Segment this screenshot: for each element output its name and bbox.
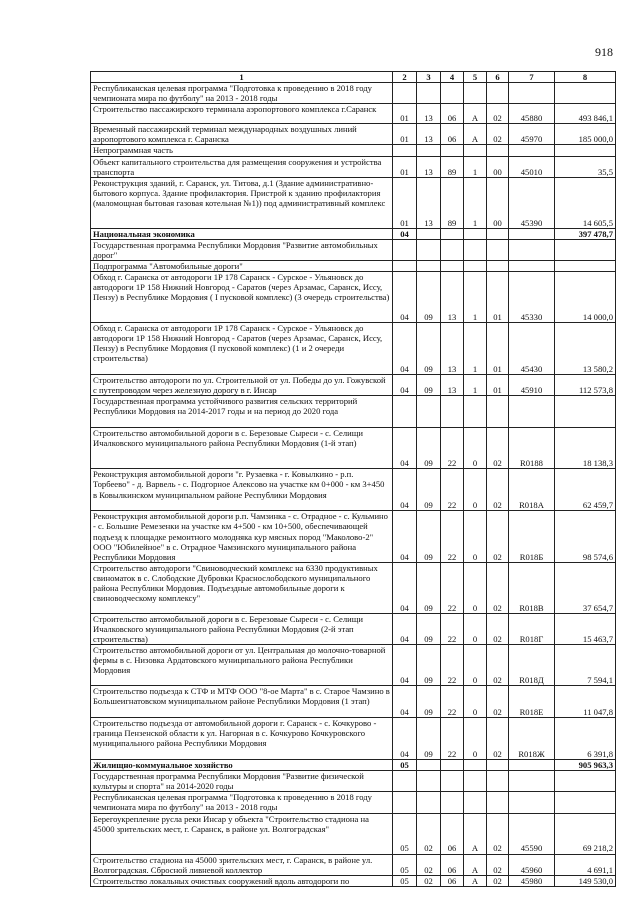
section-code: 04 [393,686,417,718]
expense-code [509,261,555,272]
table-row [91,124,616,145]
table-row [91,645,616,686]
program-code [441,760,464,771]
program-code: 13 [441,375,464,396]
section-code: 01 [393,177,417,228]
row-description: Строительство автодороги "Свиноводческий комплекс на 6330 продуктивных свиноматок в с. Слободские Дубровки Краснослободского муниципального района Республики Мордовия. Подъездные автомобильные дороги к свиноводческому комплексу" [91,562,393,613]
row-description: Строительство автомобильной дороги в с. Березовые Сыреси - с. Селищи Ичалковского муниципального района Республики Мордовия (1-й этап) [91,428,393,469]
expense-code: R0188 [509,428,555,469]
section-code: 04 [393,718,417,760]
program-code: 06 [441,875,464,886]
section-code: 01 [393,156,417,177]
section-code: 04 [393,428,417,469]
header-cell: 6 [487,72,509,83]
row-description: Объект капитального строительства для размещения сооружения и устройства транспорта [91,156,393,177]
table-row [91,813,616,854]
table-row [91,792,616,813]
expense-code: 45430 [509,323,555,375]
subsection-code [417,239,441,260]
section-code: 04 [393,272,417,323]
subprogram-code: А [464,124,487,145]
program-code: 89 [441,177,464,228]
direction-code: 02 [487,562,509,613]
direction-code: 02 [487,718,509,760]
expense-code: 45910 [509,375,555,396]
program-code: 22 [441,686,464,718]
subsection-code: 13 [417,177,441,228]
table-row [91,261,616,272]
subprogram-code: 1 [464,375,487,396]
row-description: Республиканская целевая программа "Подготовка к проведению в 2018 году чемпионата мира по футболу" на 2013 - 2018 годы [91,792,393,813]
subprogram-code: 1 [464,323,487,375]
program-code: 22 [441,613,464,644]
amount-value: 13 580,2 [555,323,616,375]
section-code: 05 [393,813,417,854]
program-code [441,261,464,272]
program-code [441,396,464,428]
program-code: 06 [441,854,464,875]
direction-code: 02 [487,613,509,644]
expense-code [509,83,555,104]
table-row [91,177,616,228]
expense-code: R018Ж [509,718,555,760]
section-code [393,239,417,260]
expense-code [509,760,555,771]
table-row [91,239,616,260]
expense-code [509,145,555,156]
subprogram-code: 0 [464,686,487,718]
expense-code: 45390 [509,177,555,228]
subprogram-code [464,83,487,104]
section-code: 04 [393,323,417,375]
program-code: 22 [441,511,464,562]
subsection-code [417,228,441,239]
row-description: Жилищно-коммунальное хозяйство [91,760,393,771]
amount-value: 149 530,0 [555,875,616,886]
section-code [393,396,417,428]
amount-value: 98 574,6 [555,511,616,562]
section-code: 05 [393,760,417,771]
subsection-code: 09 [417,718,441,760]
amount-value: 14 000,0 [555,272,616,323]
section-code: 04 [393,613,417,644]
row-description: Берегоукрепление русла реки Инсар у объекта "Строительство стадиона на 45000 зрительских мест, г. Саранск, в районе ул. Волгоградская" [91,813,393,854]
row-description: Обход г. Саранска от автодороги 1Р 178 Саранск - Сурское - Ульяновск до автодороги 1Р 158 Нижний Новгород - Саратов (через Арзамас, Саранск, Иссу, Пензу) в Республике Мордовия (I пусковой комплекс) (1 и 2 очереди строительства) [91,323,393,375]
direction-code: 02 [487,124,509,145]
program-code [441,228,464,239]
table-row [91,228,616,239]
section-code: 04 [393,511,417,562]
subprogram-code [464,792,487,813]
section-code [393,261,417,272]
header-cell: 3 [417,72,441,83]
expense-code: 45960 [509,854,555,875]
row-description: Строительство стадиона на 45000 зрительских мест, г. Саранск, в районе ул. Волгоградская. Сбросной ливневой коллектор [91,854,393,875]
section-code: 04 [393,469,417,511]
row-description: Строительство автодороги по ул. Строительной от ул. Победы до ул. Гожувской с путепроводом через железную дорогу в г. Инсар [91,375,393,396]
expense-code: R018Б [509,511,555,562]
subsection-code: 09 [417,686,441,718]
amount-value: 11 047,8 [555,686,616,718]
subsection-code: 13 [417,104,441,124]
direction-code: 02 [487,686,509,718]
direction-code [487,261,509,272]
header-cell: 7 [509,72,555,83]
subsection-code: 09 [417,645,441,686]
subsection-code: 09 [417,562,441,613]
direction-code: 02 [487,469,509,511]
subsection-code: 02 [417,875,441,886]
direction-code: 02 [487,511,509,562]
section-code: 01 [393,104,417,124]
program-code: 22 [441,562,464,613]
direction-code [487,760,509,771]
section-code [393,83,417,104]
table-row [91,686,616,718]
subprogram-code: 1 [464,177,487,228]
expense-code: R018В [509,562,555,613]
subprogram-code: 0 [464,511,487,562]
table-row [91,83,616,104]
program-code: 22 [441,718,464,760]
table-row [91,760,616,771]
program-code: 06 [441,124,464,145]
expense-code [509,396,555,428]
amount-value: 18 138,3 [555,428,616,469]
subsection-code: 09 [417,511,441,562]
amount-value: 397 478,7 [555,228,616,239]
table-row [91,613,616,644]
amount-value: 37 654,7 [555,562,616,613]
expense-code: 45980 [509,875,555,886]
section-code: 04 [393,562,417,613]
amount-value: 15 463,7 [555,613,616,644]
subsection-code: 09 [417,613,441,644]
table-row [91,562,616,613]
subprogram-code: А [464,104,487,124]
expense-code: 45970 [509,124,555,145]
row-description: Строительство подъезда к СТФ и МТФ ООО "8-ое Марта" в с. Старое Чамзино в Большеигнатовском муниципальном районе Республики Мордовия (1 этап) [91,686,393,718]
subsection-code: 02 [417,813,441,854]
subprogram-code: 1 [464,272,487,323]
expense-code: 45010 [509,156,555,177]
expense-code: 45880 [509,104,555,124]
row-description: Обход г. Саранска от автодороги 1Р 178 Саранск - Сурское - Ульяновск до автодороги 1Р 158 Нижний Новгород - Саратов (через Арзамас, Саранск, Иссу, Пензу) в Республике Мордовия ( I пусковой комплекс) (3 очередь строительства) [91,272,393,323]
subprogram-code [464,145,487,156]
section-code [393,771,417,792]
program-code: 06 [441,104,464,124]
expense-code: 45330 [509,272,555,323]
expense-code: R018Д [509,645,555,686]
section-code: 04 [393,645,417,686]
row-description: Национальная экономика [91,228,393,239]
subprogram-code: 0 [464,428,487,469]
program-code [441,239,464,260]
row-description: Республиканская целевая программа "Подготовка к проведению в 2018 году чемпионата мира по футболу" на 2013 - 2018 годы [91,83,393,104]
direction-code [487,145,509,156]
subprogram-code: А [464,875,487,886]
header-row [91,72,616,83]
program-code: 22 [441,428,464,469]
subsection-code: 13 [417,124,441,145]
subsection-code: 09 [417,428,441,469]
direction-code [487,792,509,813]
subprogram-code: А [464,813,487,854]
direction-code: 02 [487,875,509,886]
expense-code: R018А [509,469,555,511]
direction-code [487,239,509,260]
budget-table [90,71,616,887]
row-description: Реконструкция автомобильной дороги р.п. Чамзинка - с. Отрадное - с. Кульмино - с. Большие Ремезенки на участке км 4+500 - км 10+500, обеспечивающей подъезд к площадке ремонтного молодняка кур мясных пород "Маколово-2" ООО "Юбилейное" в с. Отрадное Чамзинского муниципального района Республики Мордовия [91,511,393,562]
table-row [91,875,616,886]
amount-value: 69 218,2 [555,813,616,854]
amount-value [555,261,616,272]
page-number: 918 [595,45,613,59]
subprogram-code [464,396,487,428]
program-code: 22 [441,645,464,686]
subsection-code [417,771,441,792]
program-code: 06 [441,813,464,854]
subprogram-code: 0 [464,645,487,686]
section-code: 04 [393,228,417,239]
direction-code [487,228,509,239]
direction-code: 01 [487,272,509,323]
table-body [91,72,616,887]
amount-value: 14 605,5 [555,177,616,228]
expense-code [509,228,555,239]
subsection-code [417,83,441,104]
subprogram-code [464,239,487,260]
table-row [91,375,616,396]
expense-code: R018Г [509,613,555,644]
amount-value [555,145,616,156]
header-cell: 2 [393,72,417,83]
table-row [91,156,616,177]
direction-code: 02 [487,813,509,854]
header-cell: 4 [441,72,464,83]
direction-code: 02 [487,645,509,686]
table-row [91,396,616,428]
amount-value: 35,5 [555,156,616,177]
header-cell: 1 [91,72,393,83]
subsection-code: 02 [417,854,441,875]
subprogram-code [464,760,487,771]
subsection-code [417,396,441,428]
program-code: 89 [441,156,464,177]
direction-code [487,396,509,428]
expense-code [509,771,555,792]
direction-code: 02 [487,104,509,124]
amount-value: 6 391,8 [555,718,616,760]
amount-value: 62 459,7 [555,469,616,511]
amount-value [555,771,616,792]
amount-value [555,792,616,813]
direction-code: 00 [487,177,509,228]
subprogram-code: А [464,854,487,875]
direction-code [487,771,509,792]
row-description: Строительство подъезда от автомобильной дороги г. Саранск - с. Кочкурово - граница Пензенской области к ул. Нагорная в с. Кочкурово Кочкуровского муниципального района Республики Мордовия [91,718,393,760]
program-code: 13 [441,272,464,323]
direction-code: 01 [487,375,509,396]
direction-code: 00 [487,156,509,177]
subprogram-code: 0 [464,469,487,511]
row-description: Реконструкция автомобильной дороги "г. Рузаевка - г. Ковылкино - р.п. Торбеево" - д. Варвель - с. Подгорное Алексово на участке км 0+000 - км 3+450 в Ковылкинском муниципальном районе Республики Мордовия [91,469,393,511]
amount-value: 7 594,1 [555,645,616,686]
subprogram-code: 0 [464,718,487,760]
subprogram-code [464,228,487,239]
subprogram-code [464,771,487,792]
row-description: Временный пассажирский терминал международных воздушных линий аэропортового комплекса г. Саранска [91,124,393,145]
expense-code: 45590 [509,813,555,854]
header-cell: 5 [464,72,487,83]
table-row [91,771,616,792]
table-row [91,854,616,875]
subsection-code [417,760,441,771]
subsection-code [417,792,441,813]
amount-value [555,239,616,260]
program-code: 13 [441,323,464,375]
row-description: Строительство локальных очистных сооружений вдоль автодороги по [91,875,393,886]
program-code [441,771,464,792]
direction-code: 02 [487,854,509,875]
row-description: Строительство автомобильной дороги от ул. Центральная до молочно-товарной фермы в с. Низовка Ардатовского муниципального района Республики Мордовия [91,645,393,686]
table-row [91,272,616,323]
expense-code: R018Е [509,686,555,718]
amount-value: 4 691,1 [555,854,616,875]
section-code: 05 [393,854,417,875]
row-description: Непрограммная часть [91,145,393,156]
program-code [441,83,464,104]
subprogram-code [464,261,487,272]
table-row [91,323,616,375]
subsection-code: 09 [417,272,441,323]
program-code: 22 [441,469,464,511]
section-code: 01 [393,124,417,145]
section-code [393,145,417,156]
amount-value [555,396,616,428]
subsection-code: 09 [417,323,441,375]
direction-code: 02 [487,428,509,469]
amount-value: 185 000,0 [555,124,616,145]
amount-value: 905 963,3 [555,760,616,771]
table-row [91,428,616,469]
subsection-code: 09 [417,375,441,396]
table-row [91,469,616,511]
row-description: Государственная программа Республики Мордовия "Развитие автомобильных дорог" [91,239,393,260]
row-description: Государственная программа устойчивого развития сельских территорий Республики Мордовия на 2014-2017 годы и на период до 2020 года [91,396,393,428]
row-description: Строительство автомобильной дороги в с. Березовые Сыреси - с. Селищи Ичалковского муниципального района Республики Мордовия (2-й этап строительства) [91,613,393,644]
section-code: 05 [393,875,417,886]
subsection-code: 13 [417,156,441,177]
subprogram-code: 1 [464,156,487,177]
table-row [91,511,616,562]
subsection-code [417,145,441,156]
section-code: 04 [393,375,417,396]
row-description: Строительство пассажирского терминала аэропортового комплекса г.Саранск [91,104,393,124]
direction-code: 01 [487,323,509,375]
table-row [91,718,616,760]
subprogram-code: 0 [464,562,487,613]
direction-code [487,83,509,104]
row-description: Государственная программа Республики Мордовия "Развитие физической культуры и спорта" на 2014-2020 годы [91,771,393,792]
amount-value: 493 846,1 [555,104,616,124]
header-cell: 8 [555,72,616,83]
table-row [91,145,616,156]
amount-value: 112 573,8 [555,375,616,396]
subsection-code: 09 [417,469,441,511]
row-description: Реконструкция зданий, г. Саранск, ул. Титова, д.1 (Здание административно-бытового корпуса. Здание профилактория. Пристрой к зданию профилактория (маломощная бытовая газовая котельная №1)) под административный комплекс [91,177,393,228]
program-code [441,792,464,813]
expense-code [509,239,555,260]
amount-value [555,83,616,104]
subsection-code [417,261,441,272]
subprogram-code: 0 [464,613,487,644]
row-description: Подпрограмма "Автомобильные дороги" [91,261,393,272]
table-row [91,104,616,124]
program-code [441,145,464,156]
expense-code [509,792,555,813]
section-code [393,792,417,813]
